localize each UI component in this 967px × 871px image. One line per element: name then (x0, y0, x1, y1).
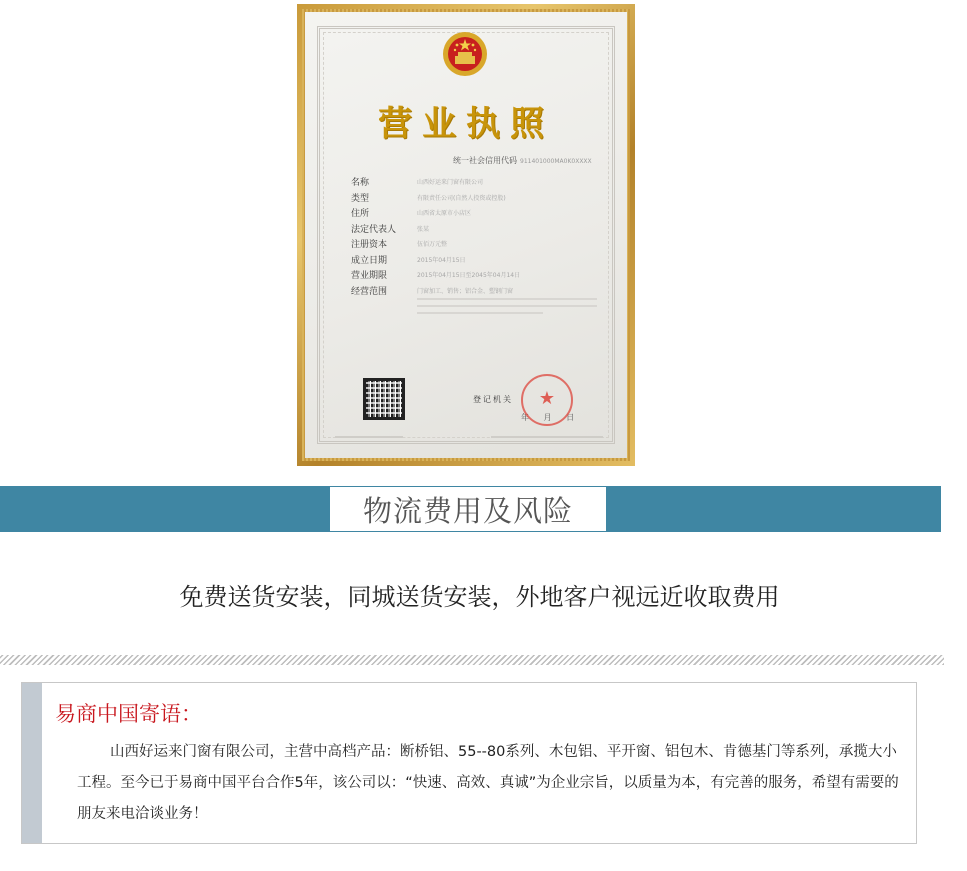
license-field-row (351, 283, 621, 299)
license-paper (305, 12, 627, 458)
license-field-value: 有限责任公司(自然人投资或控股) (417, 194, 506, 202)
license-field-row (351, 236, 621, 252)
license-footer-left (335, 436, 403, 438)
license-field-value: 门窗加工、销售；铝合金、塑钢门窗 (417, 287, 514, 295)
shipping-info: 免费送货安装，同城送货安装，外地客户视远近收取费用 (179, 583, 780, 611)
license-field-value: 2015年04月15日 (417, 256, 466, 264)
license-title: 营业执照 (378, 104, 554, 144)
credit-code-label: 统一社会信用代码 (453, 156, 517, 165)
license-field-row (351, 205, 621, 221)
license-field-label: 名称 (351, 178, 370, 189)
license-field-value: 山西好运来门窗有限公司 (417, 179, 484, 187)
license-field-row (351, 174, 621, 190)
credit-code-value: 911401000MA0K0XXXX (520, 158, 592, 165)
section-banner (329, 486, 607, 532)
license-field-value: 张某 (417, 225, 430, 233)
license-field-value: 2015年04月15日至2045年04月14日 (417, 272, 521, 280)
license-field-value: 伍佰万元整 (417, 241, 448, 249)
license-field-row (351, 190, 621, 206)
seal-star-icon: ★ (538, 388, 556, 410)
license-footer-right (491, 436, 603, 438)
business-scope-text (417, 298, 597, 319)
license-field-label: 法定代表人 (351, 224, 397, 235)
official-seal-icon (521, 374, 573, 426)
license-field-label: 营业期限 (351, 271, 388, 282)
message-title: 易商中国寄语： (55, 702, 202, 726)
license-field-label: 注册资本 (351, 240, 388, 251)
qr-code-icon (363, 378, 405, 420)
license-fields (351, 174, 621, 298)
hatched-divider (0, 655, 944, 665)
section-title: 物流费用及风险 (362, 493, 573, 528)
license-field-label: 类型 (351, 193, 370, 204)
license-frame (302, 9, 630, 461)
scope-line (417, 305, 597, 307)
registration-authority: 登记机关 (473, 395, 513, 404)
message-box (21, 682, 917, 844)
license-field-row (351, 221, 621, 237)
license-field-label: 经营范围 (351, 286, 388, 297)
license-field-row (351, 252, 621, 268)
license-field-label: 住所 (351, 209, 370, 220)
national-emblem-icon (441, 30, 489, 78)
scope-line (417, 312, 543, 314)
license-field-label: 成立日期 (351, 255, 388, 266)
license-field-row (351, 267, 621, 283)
credit-code (453, 155, 592, 166)
message-body: 山西好运来门窗有限公司，主营中高档产品：断桥铝、55--80系列、木包铝、平开窗、铝包木、肯德基门等系列，承揽大小工程。至今已于易商中国平台合作5年，该公司以：“快速、高效、真诚”为企业宗旨，以质量为本，有完善的服务，希望有需要的朋友来电洽谈业务！ (77, 744, 899, 822)
license-field-value: 山西省太原市小店区 (417, 210, 472, 218)
message-accent-bar (22, 683, 42, 843)
scope-line (417, 298, 597, 300)
registration-date: 年 月 日 (521, 413, 581, 422)
business-license-photo (297, 4, 635, 466)
